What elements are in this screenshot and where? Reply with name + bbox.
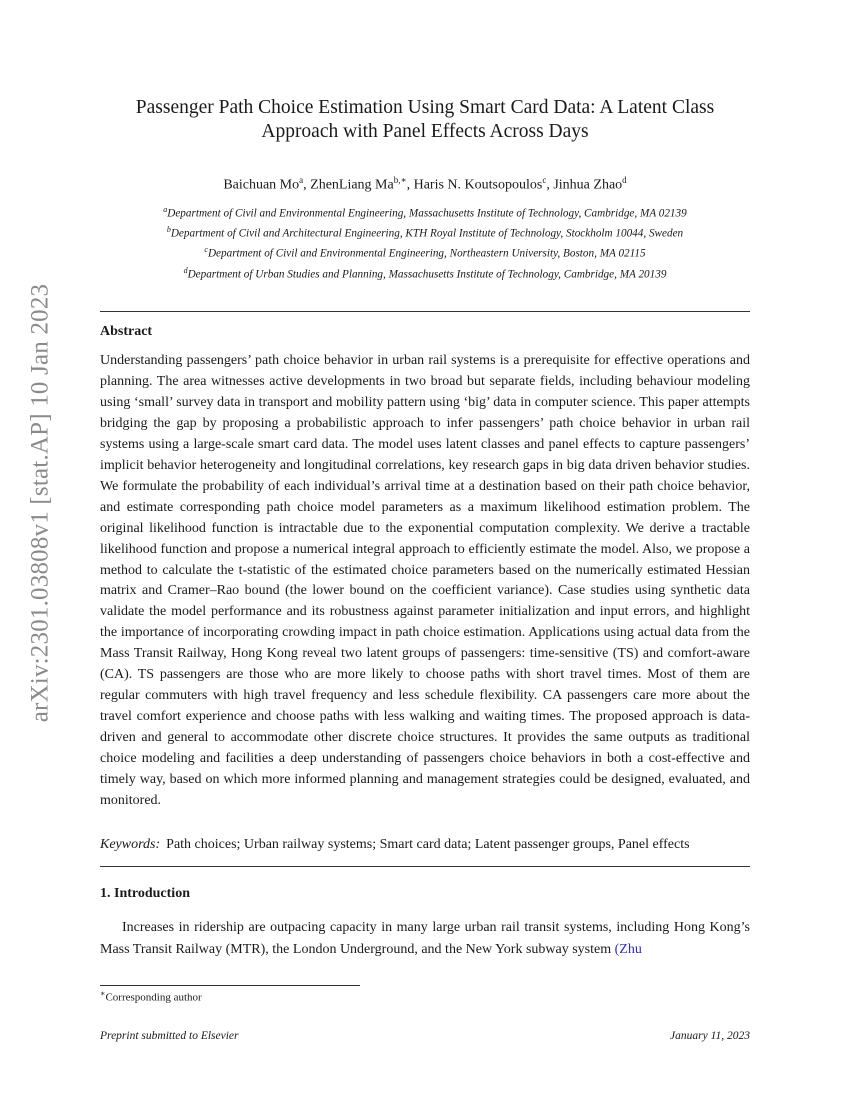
affiliation-sup: b: [166, 225, 171, 235]
author-sup: a: [299, 175, 304, 185]
affiliation-sup: d: [183, 265, 188, 275]
author-name: ZhenLiang Ma: [310, 177, 394, 193]
abstract-body: Understanding passengers’ path choice behavior in urban rail systems is a prerequisite for effective operations and planning. The area witnesses active developments in two broad but separate fields, including behaviour modeling using ‘small’ survey data in transport and mobility pattern using ‘big’ data in computer science. This paper attempts bridging the gap by proposing a probabilistic approach to infer passengers’ path choice behavior in urban rail systems using a large-scale smart card data. The model uses latent classes and panel effects to capture passengers’ implicit behavior heterogeneity and longitudinal correlations, key research gaps in big data driven behavior studies. We formulate the probability of each individual’s arrival time at a destination based on their path choice behavior, and estimate corresponding path choice model parameters as a maximum likelihood estimation problem. The original likelihood function is intractable due to the exponential computation complexity. We derive a tractable likelihood function and propose a numerical integral approach to efficiently estimate the model. Also, we propose a method to calculate the t-statistic of the estimated choice parameters based on the numerically estimated Hessian matrix and Cramer–Rao bound (the lower bound on the coefficient variance). Case studies using synthetic data validate the model performance and its robustness against parameter initialization and input errors, and highlight the importance of incorporating crowding impact in path choice estimation. Applications using actual data from the Mass Transit Railway, Hong Kong reveal two latent groups of passengers: time-sensitive (TS) and comfort-aware (CA). TS passengers are those who are more likely to choose paths with short travel times. Most of them are regular commuters with high travel frequency and less schedule flexibility. CA passengers care more about the travel comfort experience and choose paths with less walking and waiting times. The proposed approach is data-driven and general to accommodate other discrete choice structures. It provides the same outputs as traditional choice modeling and facilities a deep understanding of passengers choice behaviors in both a cost-effective and timely way, based on which more informed planning and management strategies could be designed, evaluated, and monitored.: [100, 353, 750, 809]
introduction-paragraph: [100, 917, 750, 961]
affiliation-item: [100, 202, 750, 222]
footer-date: January 11, 2023: [670, 1030, 750, 1042]
affiliation-text: Department of Civil and Architectural Engineering, KTH Royal Institute of Technology, Stockholm 10044, Sweden: [170, 227, 684, 240]
author-name: Baichuan Mo: [223, 177, 300, 193]
abstract-top-rule: [100, 311, 750, 312]
footer-preprint-note: Preprint submitted to Elsevier: [100, 1030, 239, 1042]
footnote-text: Corresponding author: [105, 991, 202, 1004]
author-name: Jinhua Zhao: [553, 177, 623, 193]
keywords-label: Keywords:: [100, 837, 161, 852]
author-sup: c: [542, 175, 547, 185]
affiliation-list: [100, 202, 750, 283]
abstract-heading: Abstract: [100, 324, 153, 339]
author-name: Haris N. Koutsopoulos: [413, 177, 543, 193]
affiliation-text: Department of Civil and Environmental Engineering, Massachusetts Institute of Technology, Cambridge, MA 02139: [167, 207, 687, 220]
title-line-1: Passenger Path Choice Estimation Using Smart Card Data: A Latent Class: [135, 97, 715, 118]
author-sup: b,∗: [393, 175, 407, 185]
footnote-rule: [100, 985, 360, 986]
affiliation-item: [100, 242, 750, 262]
introduction-text: Increases in ridership are outpacing capacity in many large urban rail transit systems, including Hong Kong’s Mass Transit Railway (MTR), the London Underground, and the New York subway system: [100, 920, 750, 957]
affiliation-sup: c: [204, 245, 208, 255]
paper-title: [100, 96, 750, 144]
footnote-marker: ∗: [100, 989, 106, 998]
affiliation-item: [100, 222, 750, 242]
affiliation-item: [100, 263, 750, 283]
author-sup: d: [622, 175, 627, 185]
keywords-text: Path choices; Urban railway systems; Smart card data; Latent passenger groups, Panel effects: [166, 837, 690, 852]
section-heading-introduction: 1. Introduction: [100, 886, 190, 901]
arxiv-id-text: arXiv:2301.03808v1 [stat.AP] 10 Jan 2023: [26, 283, 53, 723]
arxiv-side-identifier: [18, 283, 62, 723]
keywords: [100, 835, 750, 855]
affiliation-text: Department of Urban Studies and Planning, Massachusetts Institute of Technology, Cambridge, MA 20139: [187, 268, 667, 281]
affiliation-sup: a: [163, 205, 168, 214]
affiliation-text: Department of Civil and Environmental Engineering, Northeastern University, Boston, MA 02115: [207, 248, 646, 261]
footnote: [100, 989, 202, 1004]
title-line-2: Approach with Panel Effects Across Days: [261, 121, 589, 142]
citation-link[interactable]: (Zhu: [614, 942, 642, 957]
abstract-bottom-rule: [100, 866, 750, 867]
author-list: Baichuan Mo$^a$, ZhenLiang $Ma^{b,∗}$, Haris N. Koutsopoulos$^c$, Jinhua Zhao$^d$: [223, 175, 627, 193]
